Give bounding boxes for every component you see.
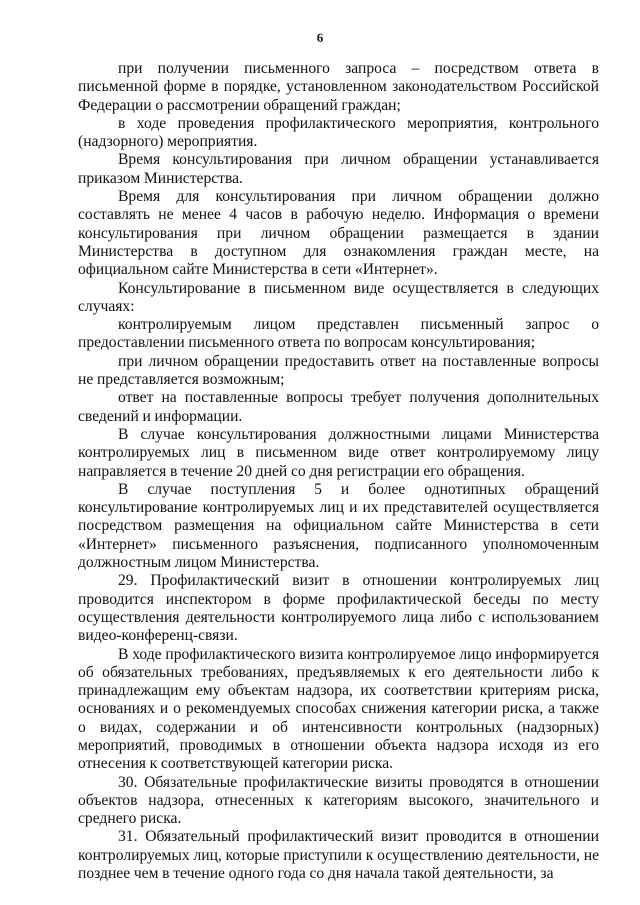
paragraph-case-no-answer: при личном обращении предоставить ответ на поставленные вопросы не представляется возможным; — [78, 352, 599, 389]
paragraph-consult-hours: Время для консультирования при личном обращении должно составлять не менее 4 часов в рабочую неделю. Информация о времени консультирования при личном обращении размещается в здании Министерства в доступном для ознакомления граждан месте, на официальном сайте Министерства в сети «Интернет». — [78, 188, 599, 279]
paragraph-item-29: 29. Профилактический визит в отношении контролируемых лиц проводится инспектором в форме профилактической беседы по месту осуществления деятельности контролируемого лица либо с использованием видео-конференц-связи. — [78, 572, 599, 645]
page-number: 6 — [316, 30, 324, 45]
document-body — [78, 60, 599, 883]
paragraph-case-additional-info: ответ на поставленные вопросы требует получения дополнительных сведений и информации. — [78, 389, 599, 425]
paragraph-visit-information: В ходе профилактического визита контролируемое лицо информируется об обязательных требованиях, предъявляемых к его деятельности либо к принадлежащим ему объектам надзора, их соответствии критериям риска, основаниях и о рекомендуемых способах снижения категории риска, а также о видах, содержании и об интенсивности контрольных (надзорных) мероприятий, проводимых в отношении объекта надзора исходя из его отнесения к соответствующей категории риска. — [78, 645, 599, 773]
paragraph-answer-20-days: В случае консультирования должностными лицами Министерства контролируемых лиц в письменном виде ответ контролируемому лицу направляется в течение 20 дней со дня регистрации его обращения. — [78, 425, 599, 480]
paragraph-five-requests: В случае поступления 5 и более однотипных обращений консультирование контролируемых лиц и их представителей осуществляется посредством размещения на официальном сайте Министерства в сети «Интернет» письменного разъяснения, подписанного уполномоченным должностным лицом Министерства. — [78, 480, 599, 572]
paragraph-item-31: 31. Обязательный профилактический визит проводится в отношении контролируемых лиц, которые приступили к осуществлению деятельности, не позднее чем в течение одного года со дня начала такой деятельности, за — [78, 828, 599, 883]
paragraph-written-consult-cases: Консультирование в письменном виде осуществляется в следующих случаях: — [78, 279, 599, 315]
paragraph-preventive-event: в ходе проведения профилактического мероприятия, контрольного (надзорного) мероприятия. — [78, 114, 599, 151]
paragraph-written-request: при получении письменного запроса – посредством ответа в письменной форме в порядке, установленном законодательством Российской Федерации о рассмотрении обращений граждан; — [78, 60, 599, 114]
paragraph-case-written-request: контролируемым лицом представлен письменный запрос о предоставлении письменного ответа по вопросам консультирования; — [78, 316, 599, 352]
paragraph-item-30: 30. Обязательные профилактические визиты проводятся в отношении объектов надзора, отнесенных к категориям высокого, значительного и среднего риска. — [78, 773, 599, 828]
paragraph-consult-time-order: Время консультирования при личном обращении устанавливается приказом Министерства. — [78, 151, 599, 187]
